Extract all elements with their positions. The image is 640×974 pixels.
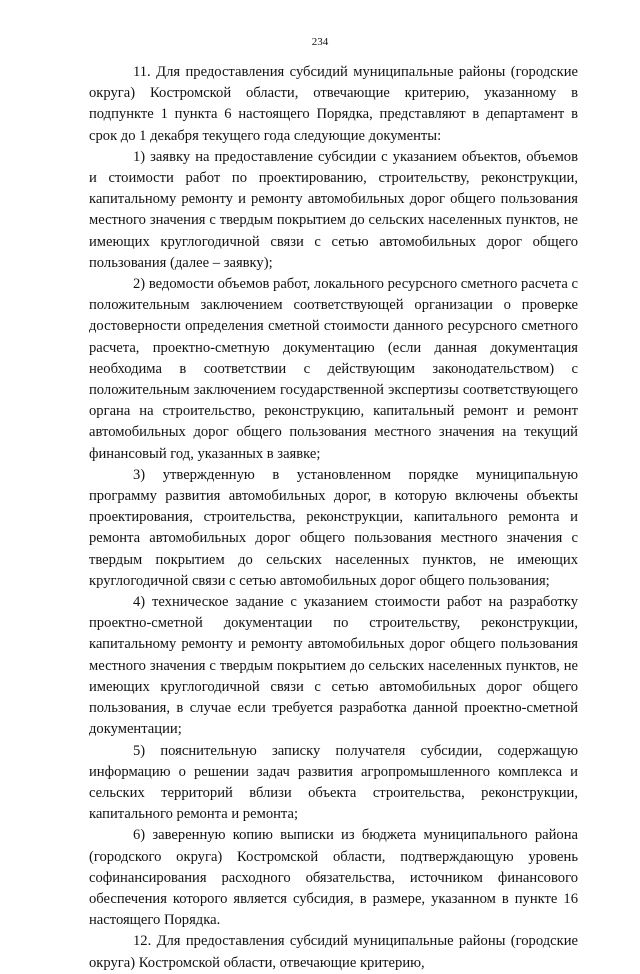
- page-number: 234: [311, 36, 329, 48]
- list-item-1: 1) заявку на предоставление субсидии с указанием объектов, объемов и стоимости работ по проектированию, строительству, реконструкции, капитальному ремонту и ремонту автомобильных дорог общего пользования местного значения с твердым покрытием до сельских населенных пунктов, не имеющих круглогодичной связи с сетью автомобильных дорог общего пользования (далее – заявку);: [89, 148, 578, 271]
- list-item-6: 6) заверенную копию выписки из бюджета муниципального района (городского округа) Костромской области, подтверждающую уровень софинансирования расходного обязательства, источником финансового обеспечения которого является субсидия, в размере, указанном в пункте 16 настоящего Порядка.: [89, 827, 578, 929]
- list-item-4: 4) техническое задание с указанием стоимости работ на разработку проектно-сметной документации по строительству, реконструкции, капитальному ремонту и ремонту автомобильных дорог общего пользования местного значения с твердым покрытием до сельских населенных пунктов, не имеющих круглогодичной связи с сетью автомобильных дорог общего пользования, в случае если требуется разработка данной проектно-сметной документации;: [89, 594, 578, 738]
- paragraph-item-11: 11. Для предоставления субсидий муниципальные районы (городские округа) Костромской области, отвечающие критерию, указанному в подпункте 1 пункта 6 настоящего Порядка, представляют в департамент в срок до 1 декабря текущего года следующие документы:: [89, 64, 578, 144]
- list-item-2: 2) ведомости объемов работ, локального ресурсного сметного расчета с положительным заключением соответствующей организации о проверке достоверности определения сметной стоимости данного ресурсного сметного расчета, проектно-сметную документацию (если данная документация необходима в соответствии с действующим законодательством) с положительным заключением государственной экспертизы соответствующего органа на строительство, реконструкцию, капитальный ремонт и ремонт автомобильных дорог общего пользования местного значения на текущий финансовый год, указанных в заявке;: [89, 276, 578, 462]
- document-body: [89, 62, 578, 974]
- paragraph-item-12: 12. Для предоставления субсидий муниципальные районы (городские округа) Костромской области, отвечающие критерию,: [89, 933, 578, 971]
- list-item-5: 5) пояснительную записку получателя субсидии, содержащую информацию о решении задач развития агропромышленного комплекса и сельских территорий вблизи объекта строительства, реконструкции, капитального ремонта и ремонта;: [89, 742, 578, 823]
- list-item-3: 3) утвержденную в установленном порядке муниципальную программу развития автомобильных дорог, в которую включены объекты проектирования, строительства, реконструкции, капитального ремонта и ремонта автомобильных дорог общего пользования местного значения с твердым покрытием до сельских населенных пунктов, не имеющих круглогодичной связи с сетью автомобильных дорог общего пользования;: [89, 466, 578, 589]
